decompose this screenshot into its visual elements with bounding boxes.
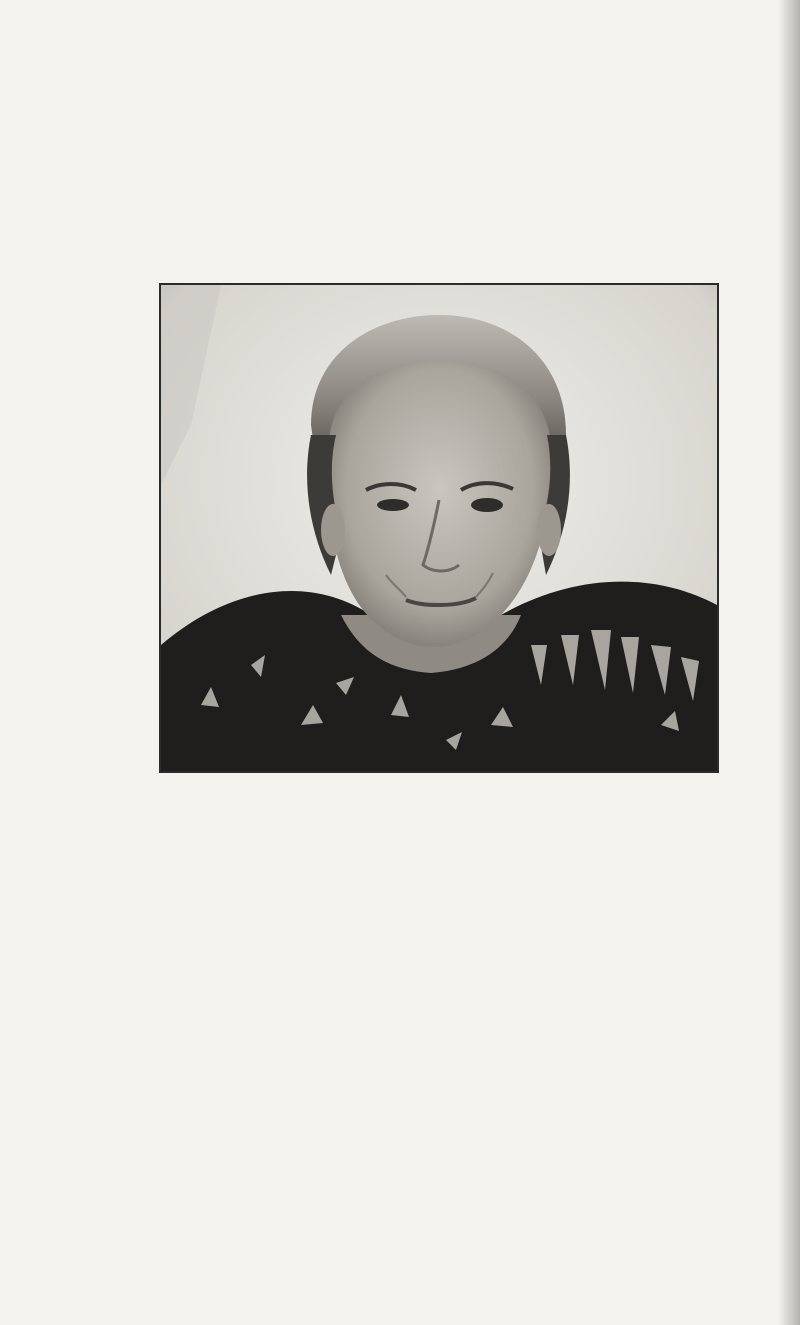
running-head xyxy=(108,86,718,108)
figure-photograph xyxy=(159,283,719,773)
portrait-photo xyxy=(161,285,717,771)
page-edge-shadow xyxy=(778,0,800,1325)
